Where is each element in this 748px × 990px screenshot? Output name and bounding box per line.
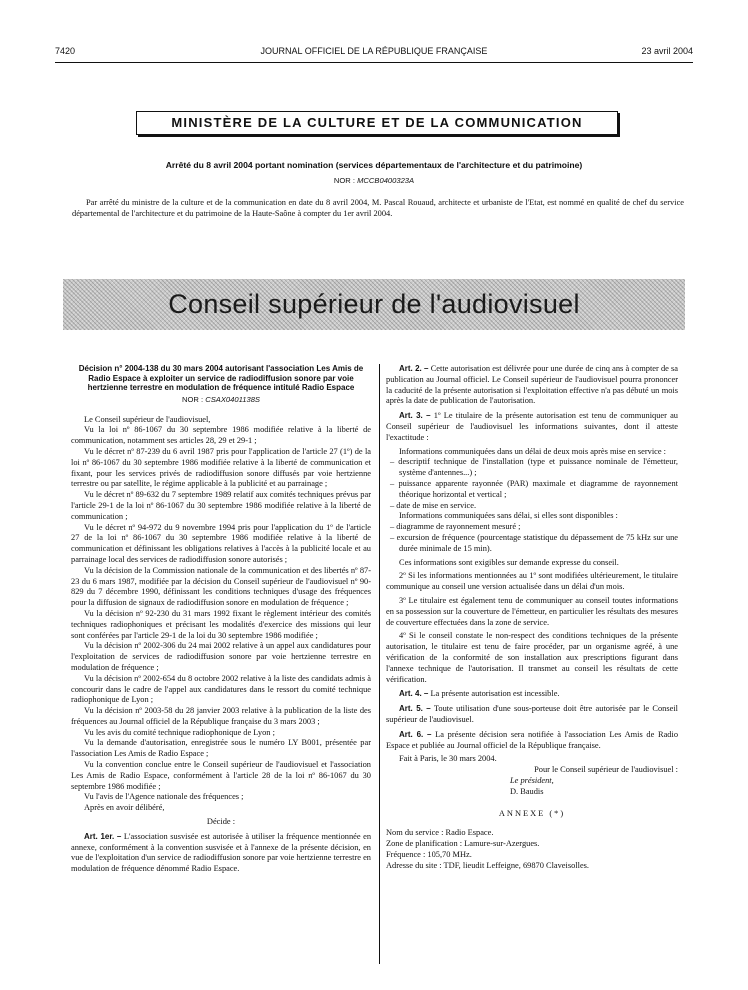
decide-heading: Décide : — [206, 817, 236, 827]
article-5 — [386, 704, 678, 726]
journal-title: JOURNAL OFFICIEL DE LA RÉPUBLIQUE FRANÇAISE — [260, 46, 488, 56]
info-item: – excursion de fréquence (pourcentage statistique du dépassement de 75 kHz sur une durée minimale de 15 min). — [390, 532, 678, 553]
article-label: Art. 3. – — [399, 411, 431, 421]
visa-paragraph: Vu la décision nº 92-230 du 31 mars 1992 fixant le règlement intérieur des comités techniques radiophoniques et précisant les modalités d'exercice des missions qui leur sont conférées par l'article 29-1 de la loi du 30 septembre 1986 modifiée ; — [71, 608, 371, 640]
visa-paragraph: Vu les avis du comité technique radiophonique de Lyon ; — [84, 727, 275, 737]
info-note: Ces informations sont exigibles sur demande expresse du conseil. — [399, 557, 619, 567]
ministry-heading: MINISTÈRE DE LA CULTURE ET DE LA COMMUNICATION — [136, 111, 618, 135]
article-text: Toute utilisation d'une sous-porteuse doit être autorisée par le Conseil supérieur de l'audiovisuel. — [386, 704, 678, 724]
visa-paragraph: Vu la convention conclue entre le Conseil supérieur de l'audiovisuel et l'association Les Amis de Radio Espace, conformément à l'article 28 de la loi nº 86-1067 du 30 septembre 1986 modifiée ; — [71, 760, 371, 791]
info-heading: Informations communiquées sans délai, si elles sont disponibles : — [399, 511, 618, 521]
nor-label: NOR : — [333, 176, 355, 185]
decision-nor — [71, 395, 371, 406]
visa-paragraph: Vu la décision nº 2002-306 du 24 mai 2002 relative à un appel aux candidatures pour l'exploitation de services de radiodiffusion sonore par voie hertzienne terrestre en modulation de fréquence ; — [71, 641, 371, 672]
arrete-body: Par arrêté du ministre de la culture et de la communication en date du 8 avril 2004, M. Pascal Rouaud, architecte et urbaniste de l'Etat, est nommé en qualité de chef du service départemental de l'architecture et du patrimoine de la Haute-Saône à compter du 1er avril 2004. — [72, 198, 684, 219]
visa-paragraph: Vu le décret nº 94-972 du 9 novembre 1994 pris pour l'application du 1º de l'article 27 de la loi nº 86-1067 du 30 septembre 1986 modifiée relative à la liberté de communication et définissant les obligations relatives à l'accès à la publicité locale et au parrainage local des services de radiodiffusion sonore autorisés ; — [71, 522, 371, 564]
visa-paragraph: Vu la décision nº 2002-654 du 8 octobre 2002 relative à la liste des candidats admis à concourir dans le cadre de l'appel aux candidatures dans le ressort du comité technique radiophonique de Lyon ; — [71, 673, 371, 705]
annexe-line: Nom du service : Radio Espace. — [386, 828, 494, 838]
info-heading: Informations communiquées dans un délai de deux mois après mise en service : — [399, 446, 666, 456]
article-label: Art. 1er. – — [84, 831, 122, 841]
arrete-nor — [70, 176, 678, 185]
article-label: Art. 5. – — [399, 704, 431, 714]
paragraph-4: 4º Si le conseil constate le non-respect des conditions techniques de la présente autorisation, le titulaire est tenu de faire procéder, par un organisme agréé, à une vérification de la conformité de son installation aux prescriptions figurant dans l'annexe technique de l'autorisation. Il transmet au conseil les résultats de cette vérification. — [386, 631, 678, 684]
article-text: La présente autorisation est incessible. — [430, 689, 560, 699]
article-text: Cette autorisation est délivrée pour une durée de cinq ans à compter de sa publication au Journal officiel. Le Conseil supérieur de l'audiovisuel pourra prononcer la caducité de la présente autorisation si l'exploitation effective n'a pas débuté un mois après la date de publication de l'autorisation. — [386, 364, 679, 406]
page-header — [55, 46, 693, 60]
visa-paragraph: Vu le décret nº 89-632 du 7 septembre 1989 relatif aux comités techniques prévus par l'article 29-1 de la loi nº 86-1067 du 30 septembre 1986 modifiée relative à la liberté de communication ; — [71, 490, 371, 521]
info-item: – descriptif technique de l'installation (type et puissance nominale de l'émetteur, système d'antennes...) ; — [390, 457, 678, 478]
issue-date: 23 avril 2004 — [641, 46, 693, 56]
signature-for: Pour le Conseil supérieur de l'audiovisuel : — [534, 765, 678, 775]
page-number: 7420 — [55, 46, 76, 56]
article-text: 1º Le titulaire de la présente autorisation est tenu de communiquer au Conseil supérieur de l'audiovisuel les informations suivantes, dont il atteste l'exactitude : — [386, 411, 678, 442]
decision-title: Décision n° 2004-138 du 30 mars 2004 autorisant l'association Les Amis de Radio Espace à exploiter un service de radiodiffusion sonore par voie hertzienne terrestre en modulation de fréquence intitulé Radio Espace — [78, 364, 364, 393]
visa-paragraph: Après en avoir délibéré, — [84, 803, 165, 813]
visa-paragraph: Vu la décision de la Commission nationale de la communication et des libertés nº 87-23 du 6 mars 1987, modifiée par la décision du Conseil supérieur de l'audiovisuel nº 90-829 du 7 décembre 1990, définissant les conditions techniques d'usage des fréquences pour la diffusion de signaux de radiodiffusion sonore en modulation de fréquence ; — [71, 565, 371, 608]
visa-paragraph: Vu l'avis de l'Agence nationale des fréquences ; — [84, 792, 244, 802]
arrete-title: Arrêté du 8 avril 2004 portant nomination (services départementaux de l'architecture et du patrimoine) — [165, 160, 583, 170]
visa-paragraph: Vu le décret nº 87-239 du 6 avril 1987 pris pour l'application de l'article 27 (1º) de la loi nº 86-1067 du 30 septembre 1986 modifiée relative à la liberté de communication et fixant, pour les services privés de radiodiffusion sonore diffusés par voie hertzienne terrestre ou par satellite, le régime applicable à la publicité et au parrainage ; — [71, 446, 371, 489]
done-at: Fait à Paris, le 30 mars 2004. — [399, 754, 497, 764]
article-label: Art. 6. – — [399, 729, 432, 739]
article-6 — [386, 730, 678, 752]
info-item: – puissance apparente rayonnée (PAR) maximale et diagramme de rayonnement théorique horizontal et vertical ; — [390, 478, 678, 499]
signature-role-text: Le président, — [510, 775, 554, 785]
right-column — [386, 364, 678, 871]
signature-name: D. Baudis — [510, 786, 544, 796]
header-rule — [55, 62, 693, 63]
signature-role — [386, 776, 678, 787]
annexe-line: Adresse du site : TDF, lieudit Leffeigne, 69870 Claveisolles. — [386, 860, 590, 870]
info-item: – date de mise en service. — [390, 500, 477, 510]
article-label: Art. 2. – — [399, 364, 429, 373]
visa-paragraph: Vu la loi nº 86-1067 du 30 septembre 1986 modifiée relative à la liberté de communication, notamment ses articles 28, 29 et 29-1 ; — [71, 425, 371, 446]
nor-label: NOR : — [182, 394, 204, 404]
article-text: La présente décision sera notifiée à l'association Les Amis de Radio Espace et publiée au Journal officiel de la République française. — [386, 729, 679, 750]
paragraph-2: 2º Si les informations mentionnées au 1º sont modifiées ultérieurement, le titulaire communique au conseil une version actualisée dans un délai d'un mois. — [386, 571, 678, 592]
article-2 — [386, 364, 678, 407]
article-3 — [386, 411, 678, 443]
visa-paragraph: Le Conseil supérieur de l'audiovisuel, — [84, 414, 211, 424]
article-label: Art. 4. – — [399, 689, 429, 699]
paragraph-3: 3º Le titulaire est également tenu de communiquer au conseil toutes informations en sa possession sur la couverture de l'émetteur, en particulier les résultats des mesures de couverture effectuées dans la zone de service. — [386, 595, 678, 627]
info-item: – diagramme de rayonnement mesuré ; — [390, 522, 521, 532]
nor-code: MCCB0400323A — [357, 176, 415, 185]
nor-code: CSAX0401138S — [205, 394, 260, 404]
article-1 — [71, 832, 371, 875]
annexe-line: Fréquence : 105,70 MHz. — [386, 849, 472, 859]
annexe-line: Zone de planification : Lamure-sur-Azergues. — [386, 839, 540, 849]
article-text: L'association susvisée est autorisée à utiliser la fréquence mentionnée en annexe, conformément à la convention susvisée et à l'annexe de la présente décision, en vue de l'exploitation d'un service de radiodiffusion sonore par voie hertzienne terrestre en modulation de fréquence dénommé Radio Espace. — [71, 831, 372, 874]
visa-paragraph: Vu la demande d'autorisation, enregistrée sous le numéro LY B001, présentée par l'association Les Amis de Radio Espace ; — [71, 738, 371, 759]
left-column — [71, 364, 371, 875]
article-4 — [386, 689, 678, 700]
section-banner: Conseil supérieur de l'audiovisuel — [63, 279, 685, 330]
visa-paragraph: Vu la décision nº 2003-58 du 28 janvier 2003 relative à la publication de la liste des fréquences au Journal officiel de la République française du 3 mars 2003 ; — [71, 706, 371, 726]
column-divider — [379, 364, 380, 964]
annexe-title: ANNEXE (*) — [498, 809, 566, 819]
